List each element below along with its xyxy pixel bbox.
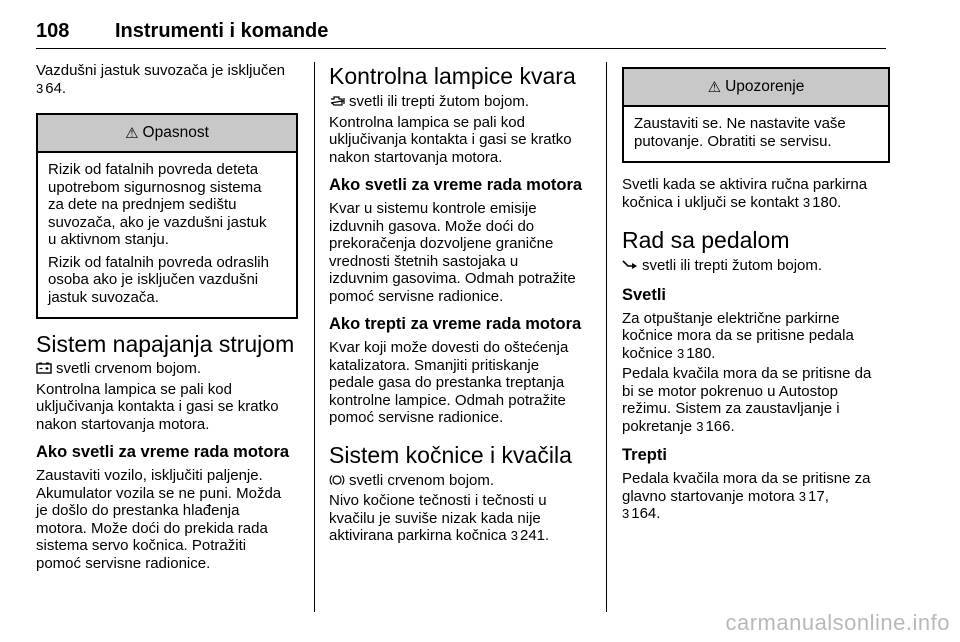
heading-brake-clutch: Sistem kočnice i kvačila bbox=[329, 441, 572, 468]
warning-triangle-icon: ⚠ bbox=[125, 125, 139, 142]
pedal-status-line: svetli ili trepti žutom bojom. bbox=[622, 257, 890, 275]
engine-status-line: svetli ili trepti žutom bojom. bbox=[329, 93, 597, 111]
subheading-flashing: Trepti bbox=[622, 446, 667, 464]
page-ref-link[interactable]: 164. bbox=[631, 505, 661, 522]
pedal-flash-text: Pedala kvačila mora da se pritisne za glavno startovanje motora 3 17, 3 164. bbox=[622, 470, 871, 522]
parking-brake-text: Svetli kada se aktivira ručna parkirna kočnica i uključi se kontakt 3 180. bbox=[622, 176, 868, 211]
engine-text: Kontrolna lampica se pali kod uključivanja kontakta i gasi se kratko nakon startovanja motora. bbox=[329, 113, 572, 166]
header-rule bbox=[36, 48, 886, 49]
page-header bbox=[36, 10, 886, 48]
warning-box bbox=[622, 67, 890, 163]
column-divider-2 bbox=[606, 62, 607, 612]
warning-box-title: Upozorenje bbox=[725, 78, 805, 95]
heading-power-system: Sistem napajanja strujom bbox=[36, 331, 295, 357]
danger-box-body bbox=[38, 153, 296, 317]
brake-fluid-text: Nivo kočione tečnosti i tečnosti u kvačilu je suviše nizak kada nije aktivirana parkirna kočnica 3 241. bbox=[329, 492, 550, 544]
airbag-off-text: Vazdušni jastuk suvozača je isključen 3 64. bbox=[36, 62, 286, 97]
page-ref-icon: 3 bbox=[696, 418, 704, 434]
warning-box-header bbox=[624, 69, 888, 107]
page-ref-link[interactable]: 241. bbox=[520, 527, 550, 544]
autostop-text: Pedala kvačila mora da se pritisne da bi se motor pokrenuo u Autostop režimu. Sistem za zaustavljanje i pokretanje 3 166. bbox=[622, 365, 872, 435]
engine-lit-text: Kvar u sistemu kontrole emisije izduvnih gasova. Može doći do prekoračenja dozvoljene granične vrednosti štetnih sastojaka u izduvnim gasovima. Odmah potražite pomoć servisne radionice. bbox=[329, 200, 576, 305]
brake-status-line: svetli crvenom bojom. bbox=[329, 472, 597, 490]
danger-box-title: Opasnost bbox=[142, 124, 209, 141]
subheading-while-running: Ako svetli za vreme rada motora bbox=[36, 443, 290, 461]
page-ref-link[interactable]: 64. bbox=[45, 79, 67, 97]
column-3 bbox=[622, 62, 890, 526]
page-ref-link[interactable]: 166. bbox=[705, 417, 735, 435]
page-ref-icon: 3 bbox=[798, 488, 807, 504]
watermark: carmanualsonline.info bbox=[725, 610, 950, 635]
danger-text-2: Rizik od fatalnih povreda odraslih osoba ako je isključen vazdušni jastuk suvozača. bbox=[48, 253, 269, 306]
subheading-lit: Svetli bbox=[622, 285, 667, 304]
page-ref-icon: 3 bbox=[677, 345, 685, 361]
page-ref-icon: 3 bbox=[36, 80, 44, 96]
page-ref-icon: 3 bbox=[510, 528, 518, 543]
section-title: Instrumenti i komande bbox=[115, 20, 329, 42]
battery-icon bbox=[36, 362, 52, 374]
danger-box-header bbox=[38, 115, 296, 153]
page-number: 108 bbox=[36, 20, 70, 42]
warning-box-body bbox=[624, 107, 888, 161]
danger-box bbox=[36, 113, 298, 319]
page-ref-link[interactable]: 180. bbox=[686, 344, 716, 362]
page-ref-link[interactable]: 17, bbox=[808, 487, 829, 505]
battery-status-line: svetli crvenom bojom. bbox=[36, 360, 298, 378]
page-ref-icon: 3 bbox=[802, 194, 811, 210]
danger-text-1: Rizik od fatalnih povreda deteta upotrebom sigurnosnog sistema za dete na prednjem sedištu suvozača, ako je vazdušni jastuk u aktivnom stanju. bbox=[48, 161, 267, 248]
brake-warning-icon bbox=[329, 474, 345, 486]
engine-flash-text: Kvar koji može dovesti do oštećenja katalizatora. Smanjiti pritiskanje pedale gasa do prestanka treptanja kontrolne lampice. Odmah potražite pomoć servisne radionice. bbox=[329, 339, 569, 426]
page-ref-link[interactable]: 180. bbox=[812, 193, 842, 211]
page-ref-icon: 3 bbox=[622, 506, 630, 521]
subheading-lit-while-running: Ako svetli za vreme rada motora bbox=[329, 176, 583, 194]
heading-pedal-operation: Rad sa pedalom bbox=[622, 227, 790, 253]
pedal-lit-text: Za otpuštanje električne parkirne kočnice mora da se pritisne pedala kočnice 3 180. bbox=[622, 309, 854, 362]
warning-text: Zaustaviti se. Ne nastavite vaše putovanje. Obratiti se servisu. bbox=[634, 115, 846, 150]
column-divider-1 bbox=[314, 62, 315, 612]
column-2 bbox=[329, 62, 597, 548]
heading-malfunction-lamp: Kontrolna lampice kvara bbox=[329, 63, 576, 89]
battery-running-text: Zaustaviti vozilo, isključiti paljenje. Akumulator vozila se ne puni. Možda je došlo do prestanka hlađenja motora. Može doći do prekida rada sistema servo kočnica. Potražiti pomoć servisne radionice. bbox=[36, 467, 282, 572]
column-1 bbox=[36, 62, 298, 575]
pedal-icon bbox=[622, 259, 638, 271]
warning-triangle-icon: ⚠ bbox=[707, 79, 722, 96]
engine-icon bbox=[329, 95, 345, 107]
subheading-flashing-while-running: Ako trepti za vreme rada motora bbox=[329, 315, 582, 333]
battery-text: Kontrolna lampica se pali kod uključivanja kontakta i gasi se kratko nakon startovanja motora. bbox=[36, 380, 279, 433]
